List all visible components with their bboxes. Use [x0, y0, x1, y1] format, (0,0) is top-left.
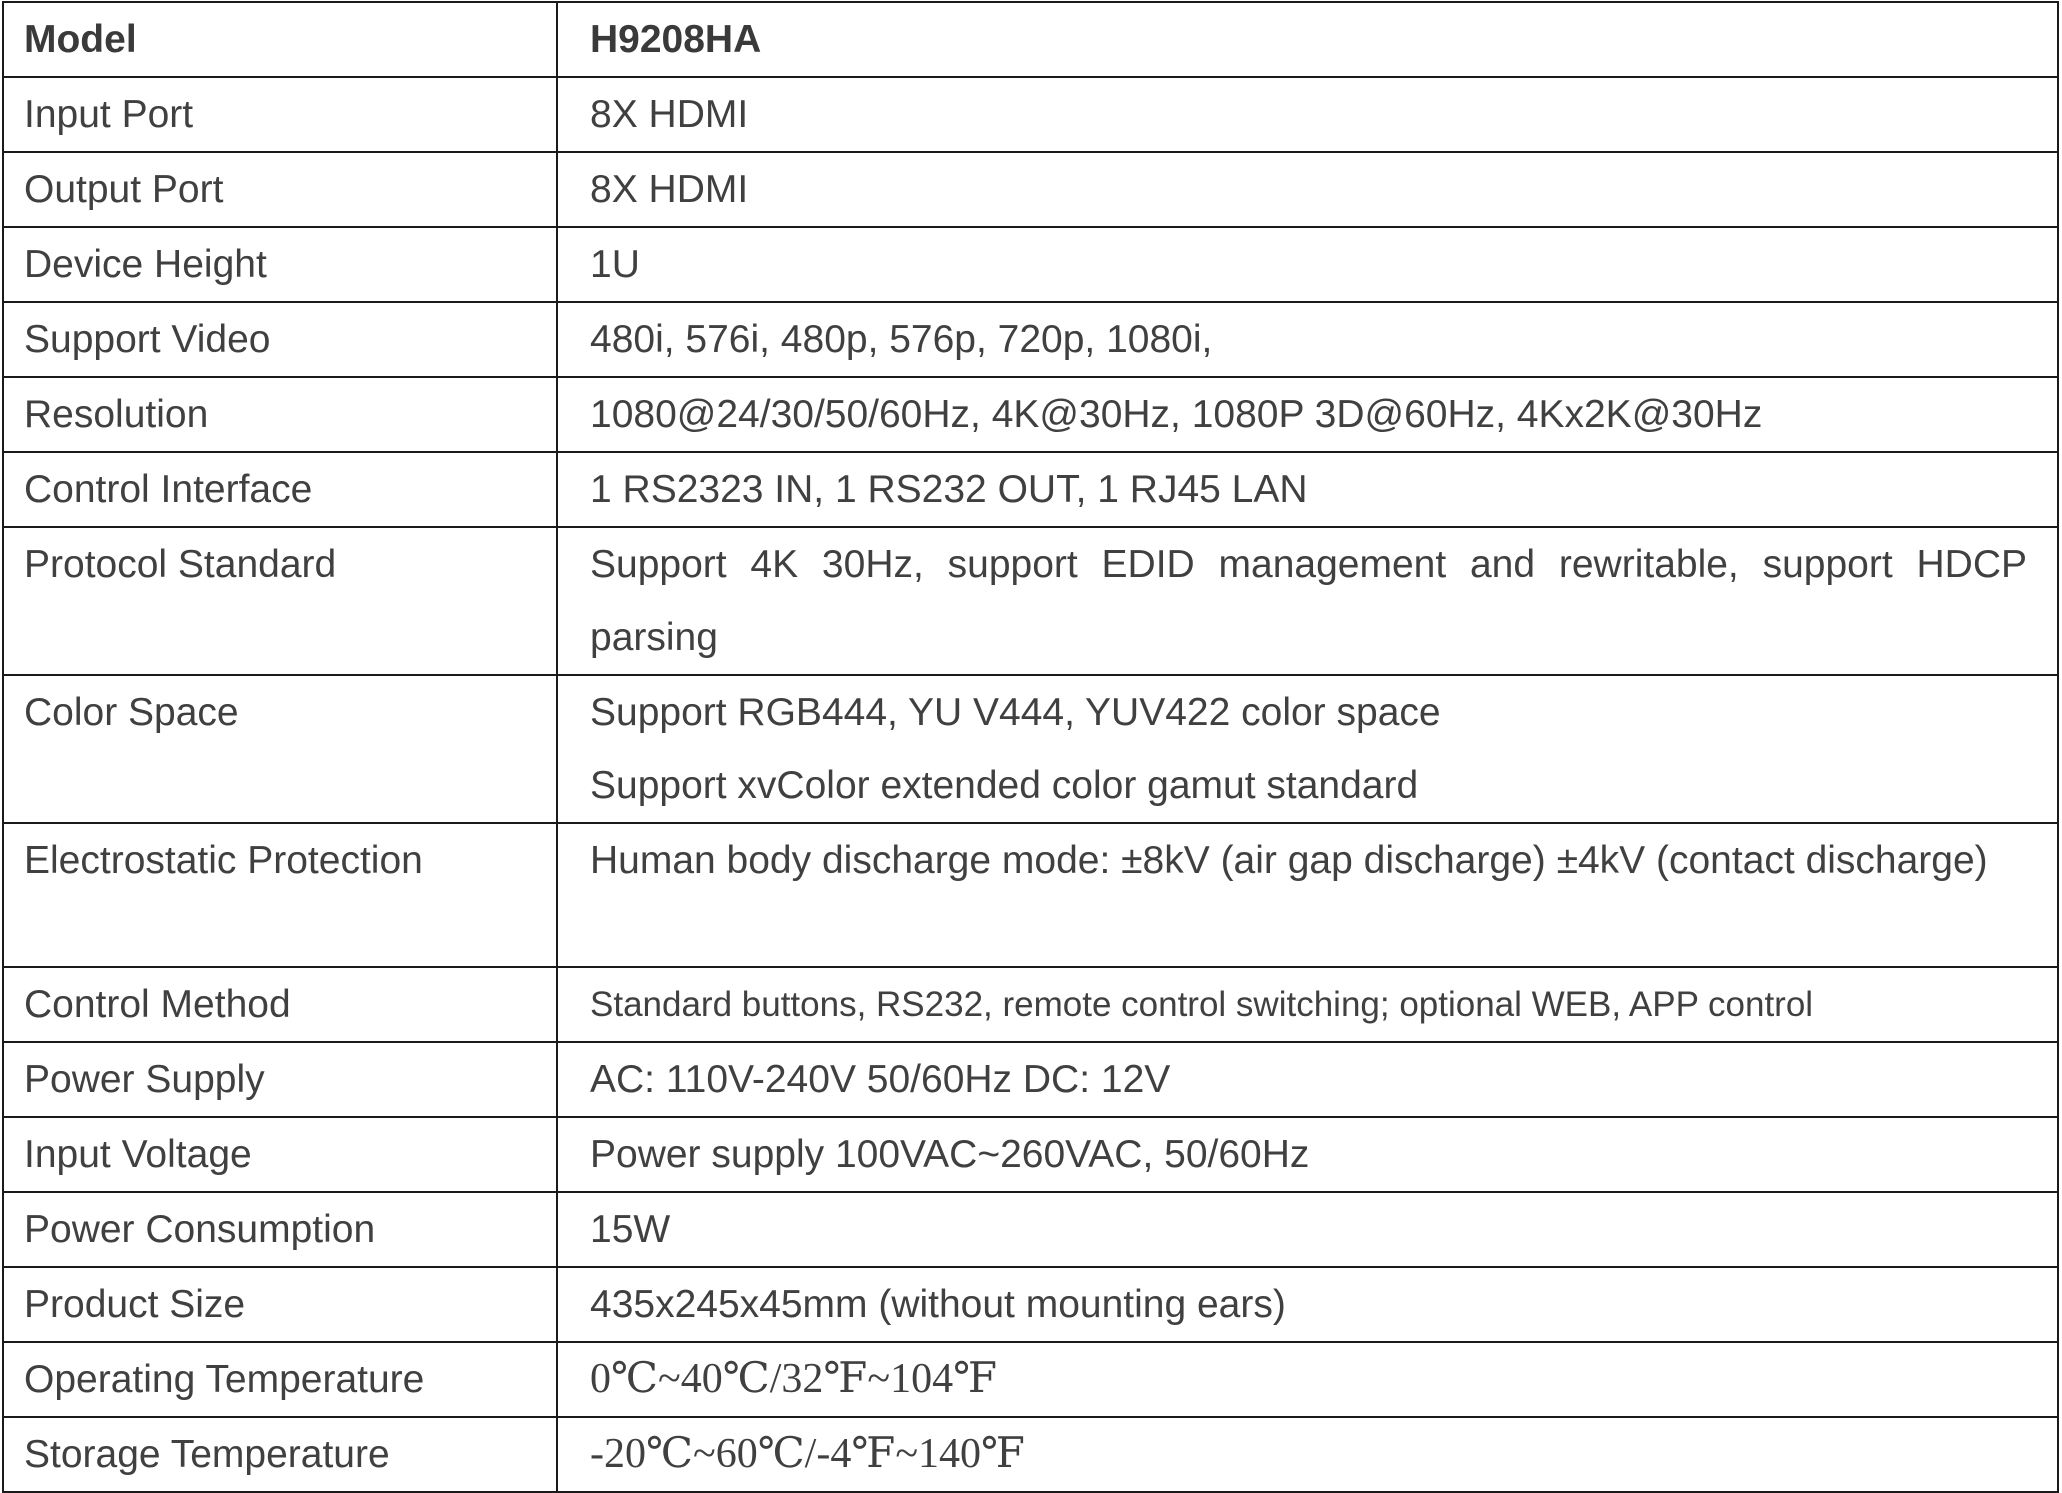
row-label: Color Space — [3, 675, 557, 823]
row-value: 1 RS2323 IN, 1 RS232 OUT, 1 RJ45 LAN — [557, 452, 2058, 527]
table-row — [3, 1192, 2058, 1267]
row-label: Support Video — [3, 302, 557, 377]
row-value: -20℃~60℃/-4℉~140℉ — [557, 1417, 2058, 1492]
spec-table — [2, 1, 2059, 1493]
row-label: Protocol Standard — [3, 527, 557, 675]
table-row — [3, 527, 2058, 675]
table-row — [3, 1042, 2058, 1117]
table-row — [3, 77, 2058, 152]
row-value: 1080@24/30/50/60Hz, 4K@30Hz, 1080P 3D@60Hz, 4Kx2K@30Hz — [557, 377, 2058, 452]
row-label: Storage Temperature — [3, 1417, 557, 1492]
row-value: AC: 110V-240V 50/60Hz DC: 12V — [557, 1042, 2058, 1117]
row-value: Support RGB444, YU V444, YUV422 color space Support xvColor extended color gamut standard — [557, 675, 2058, 823]
row-value: H9208HA — [557, 2, 2058, 77]
table-row — [3, 1417, 2058, 1492]
row-label: Control Method — [3, 967, 557, 1042]
row-value: 8X HDMI — [557, 77, 2058, 152]
table-row — [3, 1342, 2058, 1417]
row-label: Product Size — [3, 1267, 557, 1342]
table-row — [3, 1267, 2058, 1342]
row-value: Power supply 100VAC~260VAC, 50/60Hz — [557, 1117, 2058, 1192]
row-label: Model — [3, 2, 557, 77]
table-row — [3, 967, 2058, 1042]
row-label: Resolution — [3, 377, 557, 452]
row-value: 435x245x45mm (without mounting ears) — [557, 1267, 2058, 1342]
row-label: Operating Temperature — [3, 1342, 557, 1417]
row-value: 8X HDMI — [557, 152, 2058, 227]
row-value: 480i, 576i, 480p, 576p, 720p, 1080i, — [557, 302, 2058, 377]
table-row — [3, 1117, 2058, 1192]
row-label: Power Supply — [3, 1042, 557, 1117]
row-label: Device Height — [3, 227, 557, 302]
row-value: 0℃~40℃/32℉~104℉ — [557, 1342, 2058, 1417]
row-label: Electrostatic Protection — [3, 823, 557, 967]
table-row — [3, 823, 2058, 967]
row-label: Input Voltage — [3, 1117, 557, 1192]
row-value: 15W — [557, 1192, 2058, 1267]
row-value: Support 4K 30Hz, support EDID management and rewritable, support HDCP parsing — [557, 527, 2058, 675]
row-label: Output Port — [3, 152, 557, 227]
table-row — [3, 302, 2058, 377]
table-row — [3, 227, 2058, 302]
row-value: Standard buttons, RS232, remote control switching; optional WEB, APP control — [557, 967, 2058, 1042]
row-value: 1U — [557, 227, 2058, 302]
table-row — [3, 452, 2058, 527]
row-label: Power Consumption — [3, 1192, 557, 1267]
row-value: Human body discharge mode: ±8kV (air gap discharge) ±4kV (contact discharge) — [557, 823, 2058, 967]
table-row — [3, 377, 2058, 452]
row-label: Control Interface — [3, 452, 557, 527]
table-row — [3, 152, 2058, 227]
table-row — [3, 675, 2058, 823]
table-row-model — [3, 2, 2058, 77]
row-label: Input Port — [3, 77, 557, 152]
